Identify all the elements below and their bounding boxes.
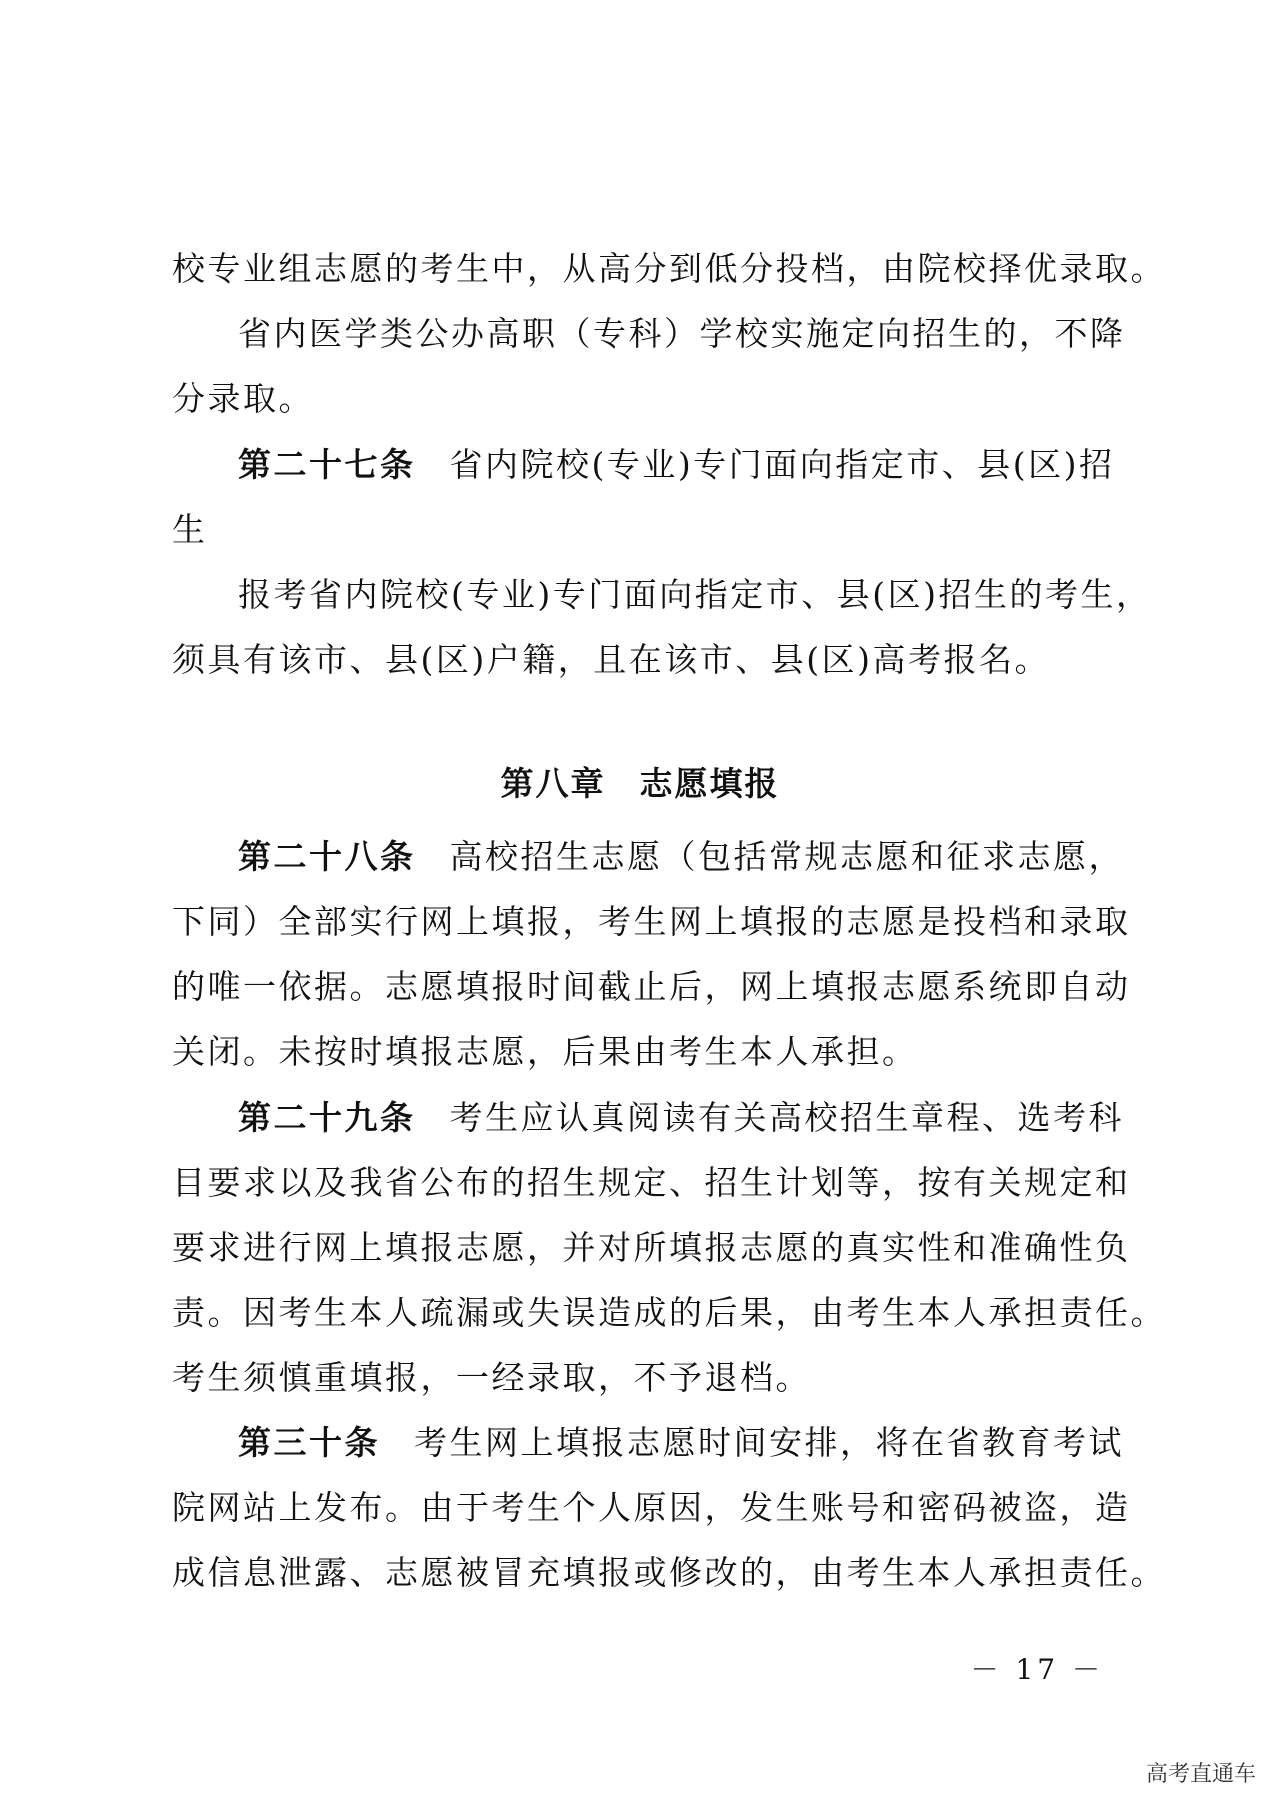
text-line: 校专业组志愿的考生中，从高分到低分投档，由院校择优录取。 xyxy=(172,249,1166,288)
article-heading-line xyxy=(172,1085,1124,1150)
article-27 xyxy=(172,432,1152,692)
text-line: 责。因考生本人疏漏或失误造成的后果，由考生本人承担责任。 xyxy=(172,1293,1166,1332)
article-28 xyxy=(172,824,1131,1084)
chapter-heading xyxy=(0,758,1280,805)
text-line: 省内医学类公办高职（专科）学校实施定向招生的，不降 xyxy=(238,314,1126,353)
text-line: 分录取。 xyxy=(172,379,314,418)
article-heading-line xyxy=(172,824,1124,889)
article-30 xyxy=(172,1410,1166,1605)
text-line: 须具有该市、县(区)户籍，且在该市、县(区)高考报名。 xyxy=(172,640,1050,679)
article-heading-line xyxy=(172,432,1115,497)
text-line: 报考省内院校(专业)专门面向指定市、县(区)招生的考生， xyxy=(238,575,1152,614)
article-heading-text: 省内院校(专业)专门面向指定市、县(区)招 xyxy=(449,445,1115,484)
text-line: 要求进行网上填报志愿，并对所填报志愿的真实性和准确性负 xyxy=(172,1228,1131,1267)
article-title: 第二十七条 xyxy=(238,445,416,484)
chapter-title: 志愿填报 xyxy=(639,764,780,803)
article-text: 考生应认真阅读有关高校招生章程、选考科 xyxy=(449,1098,1124,1137)
text-line: 下同）全部实行网上填报，考生网上填报的志愿是投档和录取 xyxy=(172,902,1131,941)
article-title: 第二十八条 xyxy=(238,837,416,876)
article-text: 考生网上填报志愿时间安排，将在省教育考试 xyxy=(414,1423,1124,1462)
text-line: 的唯一依据。志愿填报时间截止后，网上填报志愿系统即自动 xyxy=(172,967,1131,1006)
text-line: 目要求以及我省公布的招生规定、招生计划等，按有关规定和 xyxy=(172,1163,1131,1202)
page-number: － 17 － xyxy=(970,1653,1104,1686)
article-29 xyxy=(172,1085,1166,1410)
text-line: 生 xyxy=(172,510,208,549)
article-title: 第二十九条 xyxy=(238,1098,416,1137)
chapter-number: 第八章 xyxy=(500,764,606,803)
text-line: 成信息泄露、志愿被冒充填报或修改的，由考生本人承担责任。 xyxy=(172,1553,1166,1592)
text-line: 考生须慎重填报，一经录取，不予退档。 xyxy=(172,1358,811,1397)
article-heading-line xyxy=(172,1410,1124,1475)
paragraph-continuation xyxy=(172,236,1166,431)
text-line: 院网站上发布。由于考生个人原因，发生账号和密码被盗，造 xyxy=(172,1488,1131,1527)
watermark-text: 高考直通车 xyxy=(1145,1762,1256,1787)
text-line: 关闭。未按时填报志愿，后果由考生本人承担。 xyxy=(172,1032,918,1071)
article-title: 第三十条 xyxy=(238,1423,380,1462)
article-text: 高校招生志愿（包括常规志愿和征求志愿， xyxy=(449,837,1124,876)
